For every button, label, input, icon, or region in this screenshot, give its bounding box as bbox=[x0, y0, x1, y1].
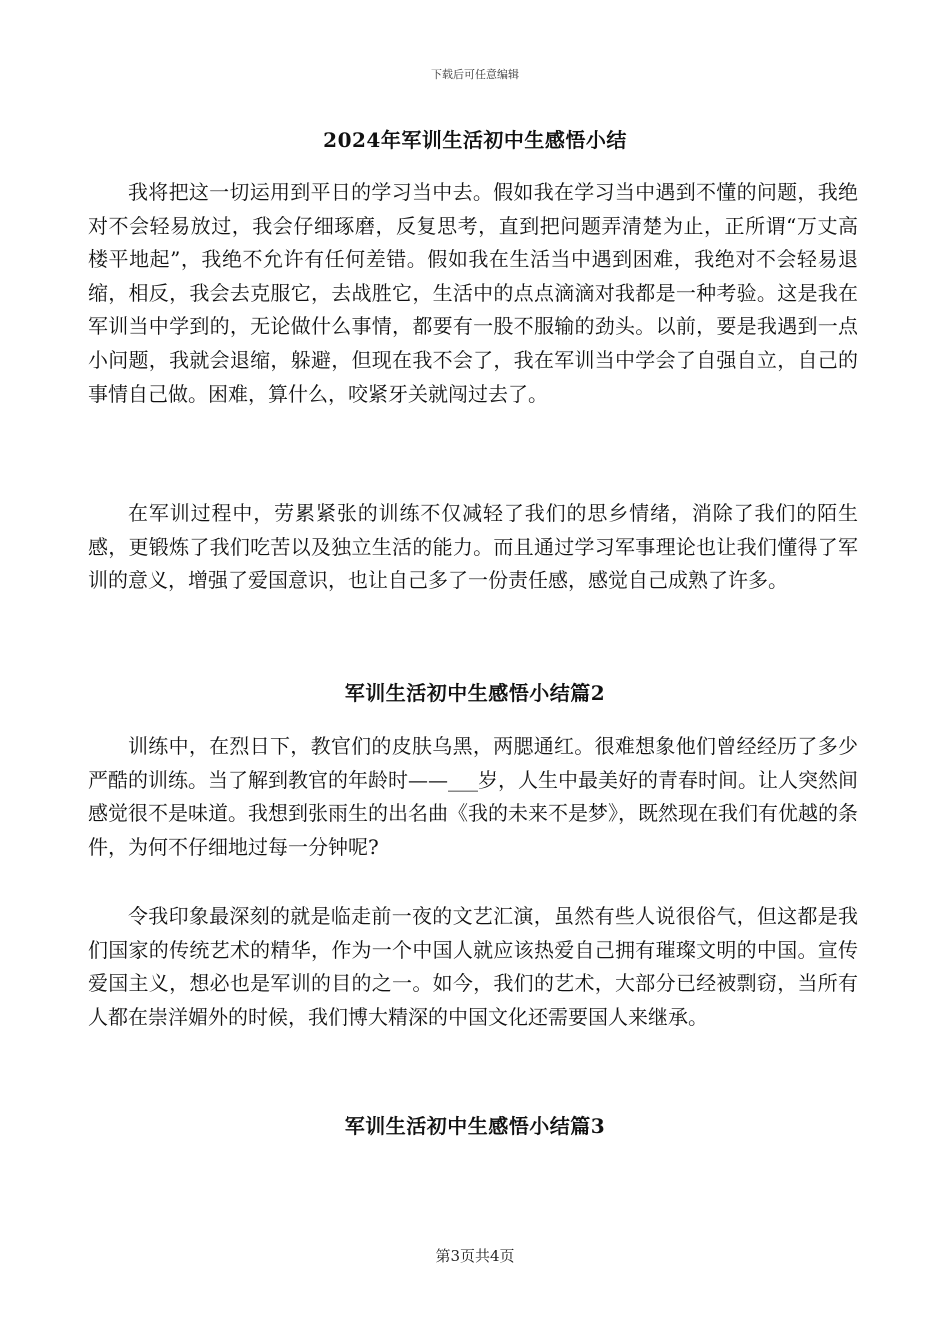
paragraph-3: 训练中，在烈日下，教官们的皮肤乌黑，两腮通红。很难想象他们曾经经历了多少严酷的训练。当了解到教官的年龄时——___岁，人生中最美好的青春时间。让人突然间感觉很不是味道。我想到张雨生的出名曲《我的未来不是梦》，既然现在我们有优越的条件，为何不仔细地过每一分钟呢? bbox=[88, 734, 858, 859]
paragraph-2: 在军训过程中，劳累紧张的训练不仅减轻了我们的思乡情绪，消除了我们的陌生感，更锻炼了我们吃苦以及独立生活的能力。而且通过学习军事理论也让我们懂得了军训的意义，增强了爱国意识，也让自己多了一份责任感，感觉自己成熟了许多。 bbox=[88, 501, 858, 593]
section-heading-3: 军训生活初中生感悟小结篇3 bbox=[344, 1114, 606, 1138]
paragraph-4: 令我印象最深刻的就是临走前一夜的文艺汇演，虽然有些人说很俗气，但这都是我们国家的传统艺术的精华，作为一个中国人就应该热爱自己拥有璀璨文明的中国。宣传爱国主义，想必也是军训的目的之一。如今，我们的艺术，大部分已经被剽窃，当所有人都在崇洋媚外的时候，我们博大精深的中国文化还需要国人来继承。 bbox=[88, 904, 858, 1029]
page-number-footer: 第3页共4页 bbox=[435, 1247, 515, 1265]
document-title: 2024年军训生活初中生感悟小结 bbox=[323, 128, 627, 152]
paragraph-1: 我将把这一切运用到平日的学习当中去。假如我在学习当中遇到不懂的问题，我绝对不会轻易放过，我会仔细琢磨，反复思考，直到把问题弄清楚为止，正所谓“万丈高楼平地起”，我绝不允许有任何差错。假如我在生活当中遇到困难，我绝对不会轻易退缩，相反，我会去克服它，去战胜它，生活中的点点滴滴对我都是一种考验。这是我在军训当中学到的，无论做什么事情，都要有一股不服输的劲头。以前，要是我遇到一点小问题，我就会退缩，躲避，但现在我不会了，我在军训当中学会了自强自立，自己的事情自己做。困难，算什么，咬紧牙关就闯过去了。 bbox=[88, 180, 858, 406]
section-heading-2: 军训生活初中生感悟小结篇2 bbox=[344, 681, 606, 705]
page-header-note: 下载后可任意编辑 bbox=[431, 68, 519, 81]
